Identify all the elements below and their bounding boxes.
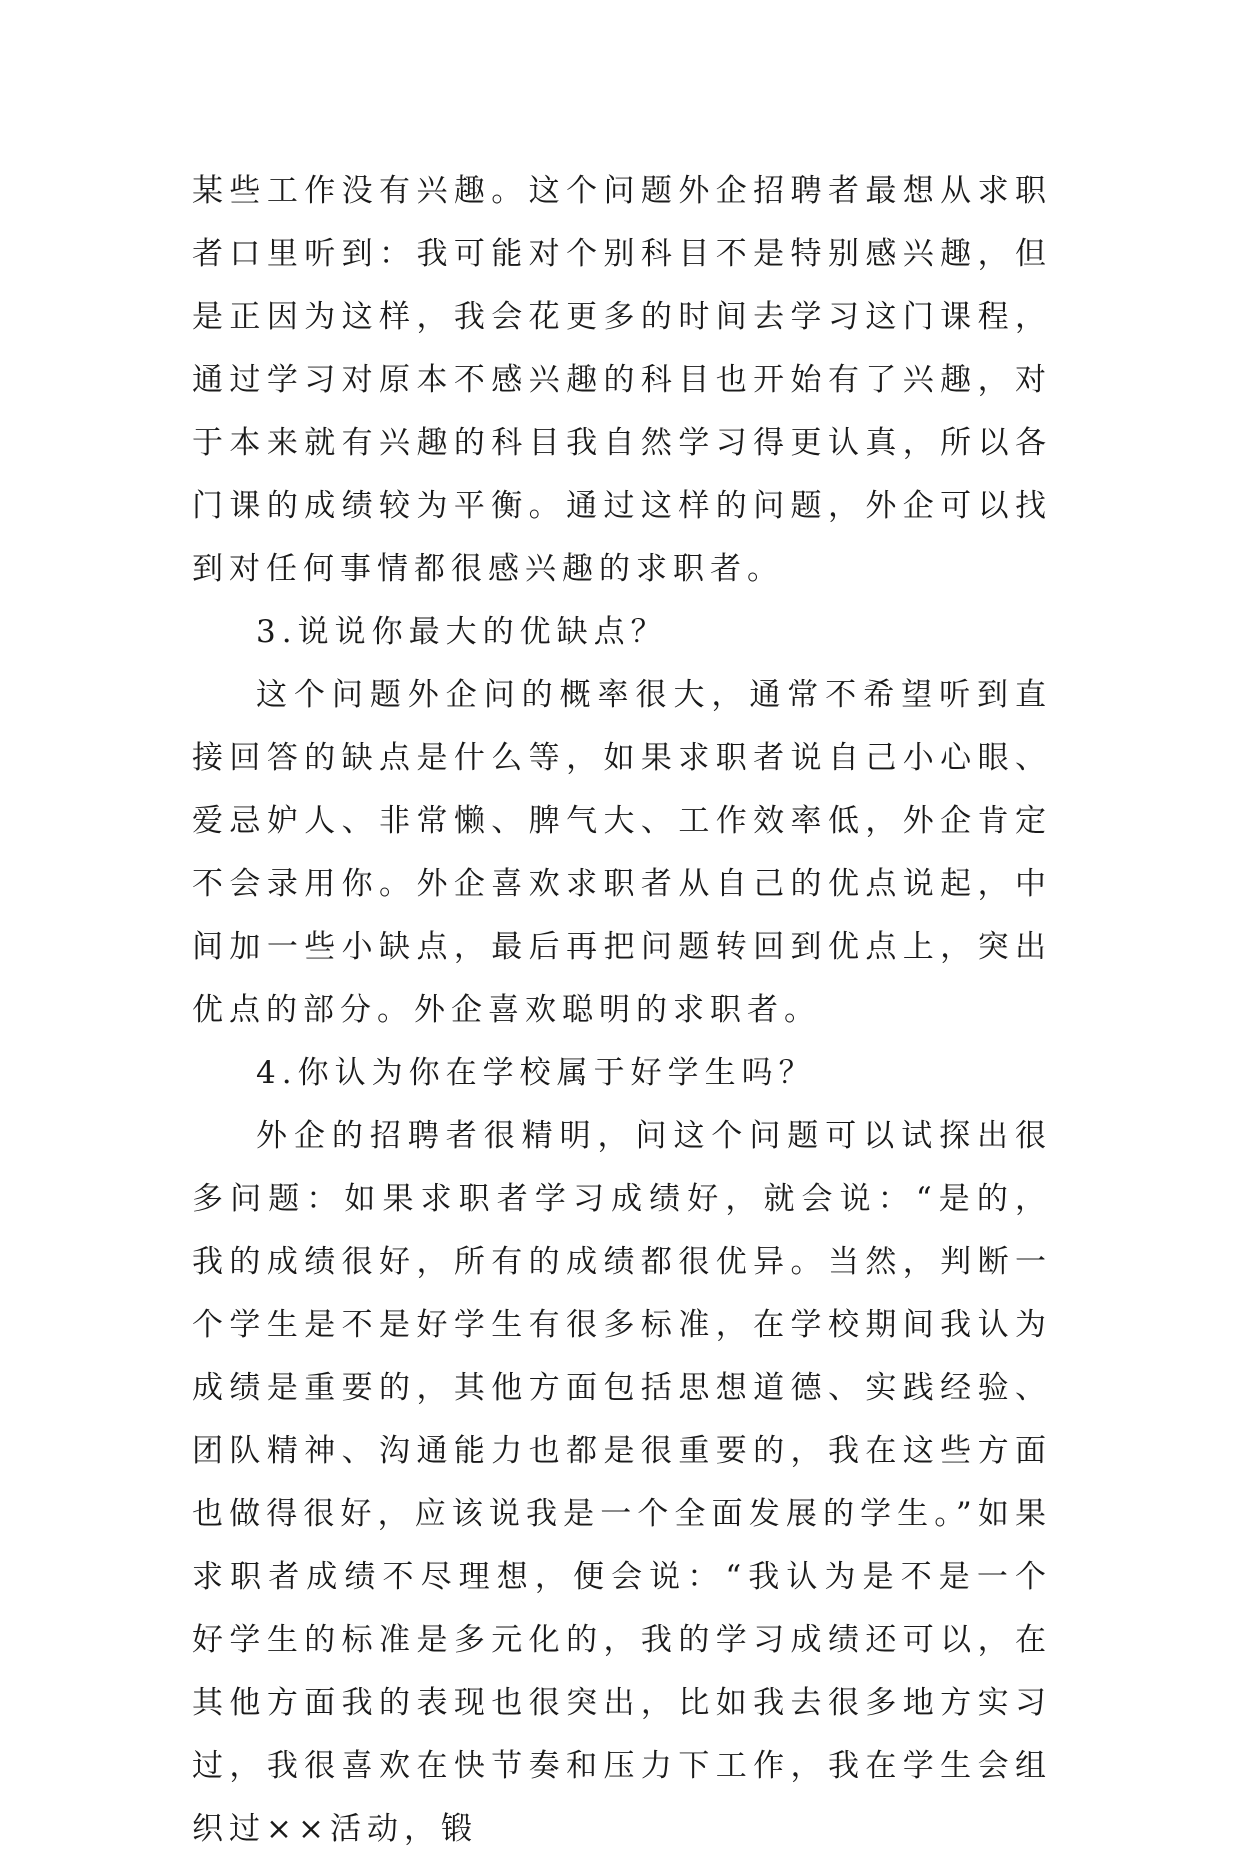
question-heading-4: 4.你认为你在学校属于好学生吗？: [256, 1055, 816, 1091]
paragraph-continuation: 某些工作没有兴趣。这个问题外企招聘者最想从求职者口里听到：我可能对个别科目不是特别感兴趣，但是正因为这样，我会花更多的时间去学习这门课程，通过学习对原本不感兴趣的科目也开始有了兴趣，对于本来就有兴趣的科目我自然学习得更认真，所以各门课的成绩较为平衡。通过这样的问题，外企可以找到对任何事情都很感兴趣的求职者。: [192, 173, 1052, 587]
question-heading-3: 3.说说你最大的优缺点？: [256, 614, 668, 650]
document-page: [192, 160, 1052, 1861]
answer-paragraph-3: 这个问题外企问的概率很大，通常不希望听到直接回答的缺点是什么等，如果求职者说自己小心眼、爱忌妒人、非常懒、脾气大、工作效率低，外企肯定不会录用你。外企喜欢求职者从自己的优点说起，中间加一些小缺点，最后再把问题转回到优点上，突出优点的部分。外企喜欢聪明的求职者。: [192, 677, 1052, 1028]
answer-paragraph-4: 外企的招聘者很精明，问这个问题可以试探出很多问题：如果求职者学习成绩好，就会说：“是的，我的成绩很好，所有的成绩都很优异。当然，判断一个学生是不是好学生有很多标准，在学校期间我认为成绩是重要的，其他方面包括思想道德、实践经验、团队精神、沟通能力也都是很重要的，我在这些方面也做得很好，应该说我是一个全面发展的学生。”如果求职者成绩不尽理想，便会说：“我认为是不是一个好学生的标准是多元化的，我的学习成绩还可以，在其他方面我的表现也很突出，比如我去很多地方实习过，我很喜欢在快节奏和压力下工作，我在学生会组织过××活动，锻: [192, 1118, 1052, 1847]
